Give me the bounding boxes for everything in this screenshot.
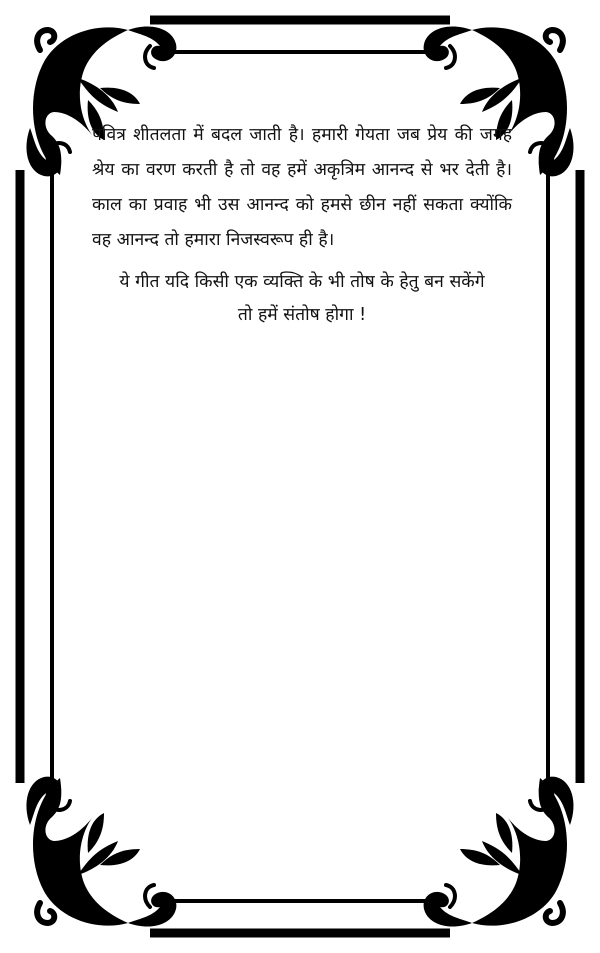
page-text	[92, 118, 512, 332]
closing-statement	[92, 266, 512, 332]
closing-line-2: तो हमें संतोष होगा !	[237, 305, 367, 325]
corner-ornament-bottom-right	[424, 777, 574, 927]
body-paragraph: पवित्र शीतलता में बदल जाती है। हमारी गेयता जब प्रेय की जगह श्रेय का वरण करती है तो वह हमें अकृत्रिम आनन्द से भर देती है।काल का प्रवाह भी उस आनन्द को हमसे छीन नहीं सकता क्योंकि वह आनन्द तो हमारा निजस्वरूप ही है।	[92, 125, 512, 250]
corner-ornament-bottom-left	[26, 777, 176, 927]
closing-line-1: ये गीत यदि किसी एक व्यक्ति के भी तोष के हेतु बन सकेंगे	[119, 272, 485, 292]
